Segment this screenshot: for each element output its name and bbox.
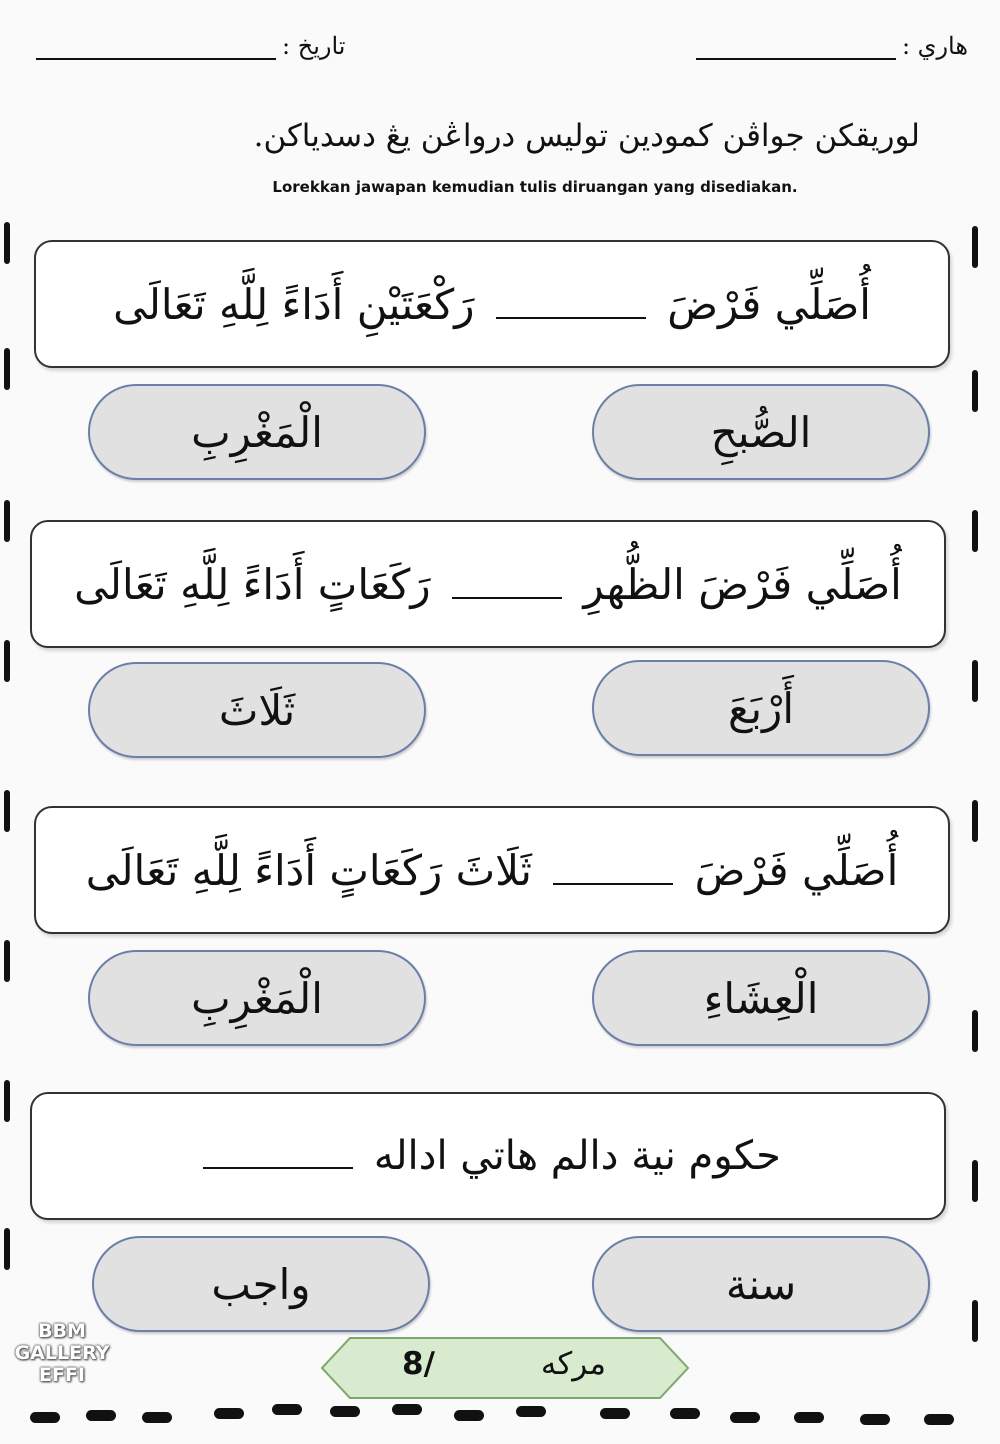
answer-blank-2[interactable]: [452, 575, 562, 599]
binding-mark: [4, 1080, 10, 1122]
binding-mark: [670, 1408, 700, 1419]
binding-mark: [972, 370, 978, 412]
answer-blank-3[interactable]: [553, 861, 673, 885]
hari-label: هاري :: [901, 32, 968, 60]
binding-mark: [392, 1404, 422, 1415]
binding-mark: [972, 800, 978, 842]
question-3-after: ثَلَاثَ رَكَعَاتٍ أَدَاءً لِلَّهِ تَعَالَى: [85, 845, 532, 895]
binding-mark: [794, 1412, 824, 1423]
binding-mark: [972, 660, 978, 702]
binding-mark: [860, 1414, 890, 1425]
binding-mark: [972, 1160, 978, 1202]
option-4b[interactable]: واجب: [92, 1236, 430, 1332]
binding-mark: [972, 510, 978, 552]
score-label: مركه: [540, 1346, 606, 1382]
score-box: [320, 1336, 690, 1400]
answer-blank-4[interactable]: [203, 1145, 353, 1169]
option-3b[interactable]: الْمَغْرِبِ: [88, 950, 426, 1046]
tarikh-label: تاريخ :: [282, 32, 346, 60]
tarikh-line[interactable]: [36, 32, 276, 60]
tarikh-field[interactable]: [36, 32, 345, 60]
binding-mark: [272, 1404, 302, 1415]
watermark-line-1: BBM: [38, 1320, 86, 1342]
binding-mark: [972, 226, 978, 268]
option-3a[interactable]: الْعِشَاءِ: [592, 950, 930, 1046]
binding-mark: [600, 1408, 630, 1419]
binding-mark: [516, 1406, 546, 1417]
score-hexagon: [320, 1336, 690, 1400]
binding-mark: [86, 1410, 116, 1421]
binding-mark: [4, 500, 10, 542]
binding-mark: [924, 1414, 954, 1425]
watermark: [14, 1320, 110, 1386]
binding-mark: [4, 222, 10, 264]
watermark-line-2: GALLERY: [14, 1342, 110, 1364]
hari-line[interactable]: [696, 32, 896, 60]
question-4-before: حكوم نية دالم هاتي اداله: [373, 1133, 781, 1179]
question-text-4: [195, 1133, 781, 1179]
question-box-3: [34, 806, 950, 934]
question-1-before: أُصَلِّي فَرْضَ: [667, 279, 871, 329]
score-value: 8/: [402, 1346, 435, 1382]
watermark-line-3: EFFI: [38, 1364, 85, 1386]
question-text-2: [74, 560, 902, 609]
binding-mark: [4, 940, 10, 982]
question-3-before: أُصَلِّي فَرْضَ: [694, 845, 899, 895]
binding-mark: [214, 1408, 244, 1419]
binding-mark: [4, 348, 10, 390]
option-2a[interactable]: أَرْبَعَ: [592, 660, 930, 756]
question-box-2: [30, 520, 946, 648]
question-box-1: [34, 240, 950, 368]
binding-mark: [30, 1412, 60, 1423]
option-4a[interactable]: سنة: [592, 1236, 930, 1332]
binding-mark: [4, 640, 10, 682]
binding-mark: [4, 790, 10, 832]
question-2-after: رَكَعَاتٍ أَدَاءً لِلَّهِ تَعَالَى: [74, 559, 431, 609]
binding-mark: [730, 1412, 760, 1423]
hari-field[interactable]: [696, 32, 968, 60]
option-1a[interactable]: الصُّبحِ: [592, 384, 930, 480]
binding-mark: [142, 1412, 172, 1423]
answer-blank-1[interactable]: [496, 295, 646, 319]
binding-mark: [972, 1300, 978, 1342]
binding-mark: [330, 1406, 360, 1417]
question-box-4: [30, 1092, 946, 1220]
option-2b[interactable]: ثَلَاثَ: [88, 662, 426, 758]
option-1b[interactable]: الْمَغْرِبِ: [88, 384, 426, 480]
question-1-after: رَكْعَتَيْنِ أَدَاءً لِلَّهِ تَعَالَى: [113, 279, 475, 329]
question-text-1: [113, 280, 871, 329]
binding-mark: [454, 1410, 484, 1421]
binding-mark: [972, 1010, 978, 1052]
question-2-before: أُصَلِّي فَرْضَ الظُّهرِ: [583, 559, 902, 609]
question-text-3: [86, 846, 898, 895]
instruction-rumi: Lorekkan jawapan kemudian tulis diruangan yang disediakan.: [272, 178, 798, 196]
binding-mark: [4, 1228, 10, 1270]
instruction-jawi: لوريقكن جواڤن كمودين توليس درواڠن يڠ دسدياكن.: [253, 118, 920, 154]
